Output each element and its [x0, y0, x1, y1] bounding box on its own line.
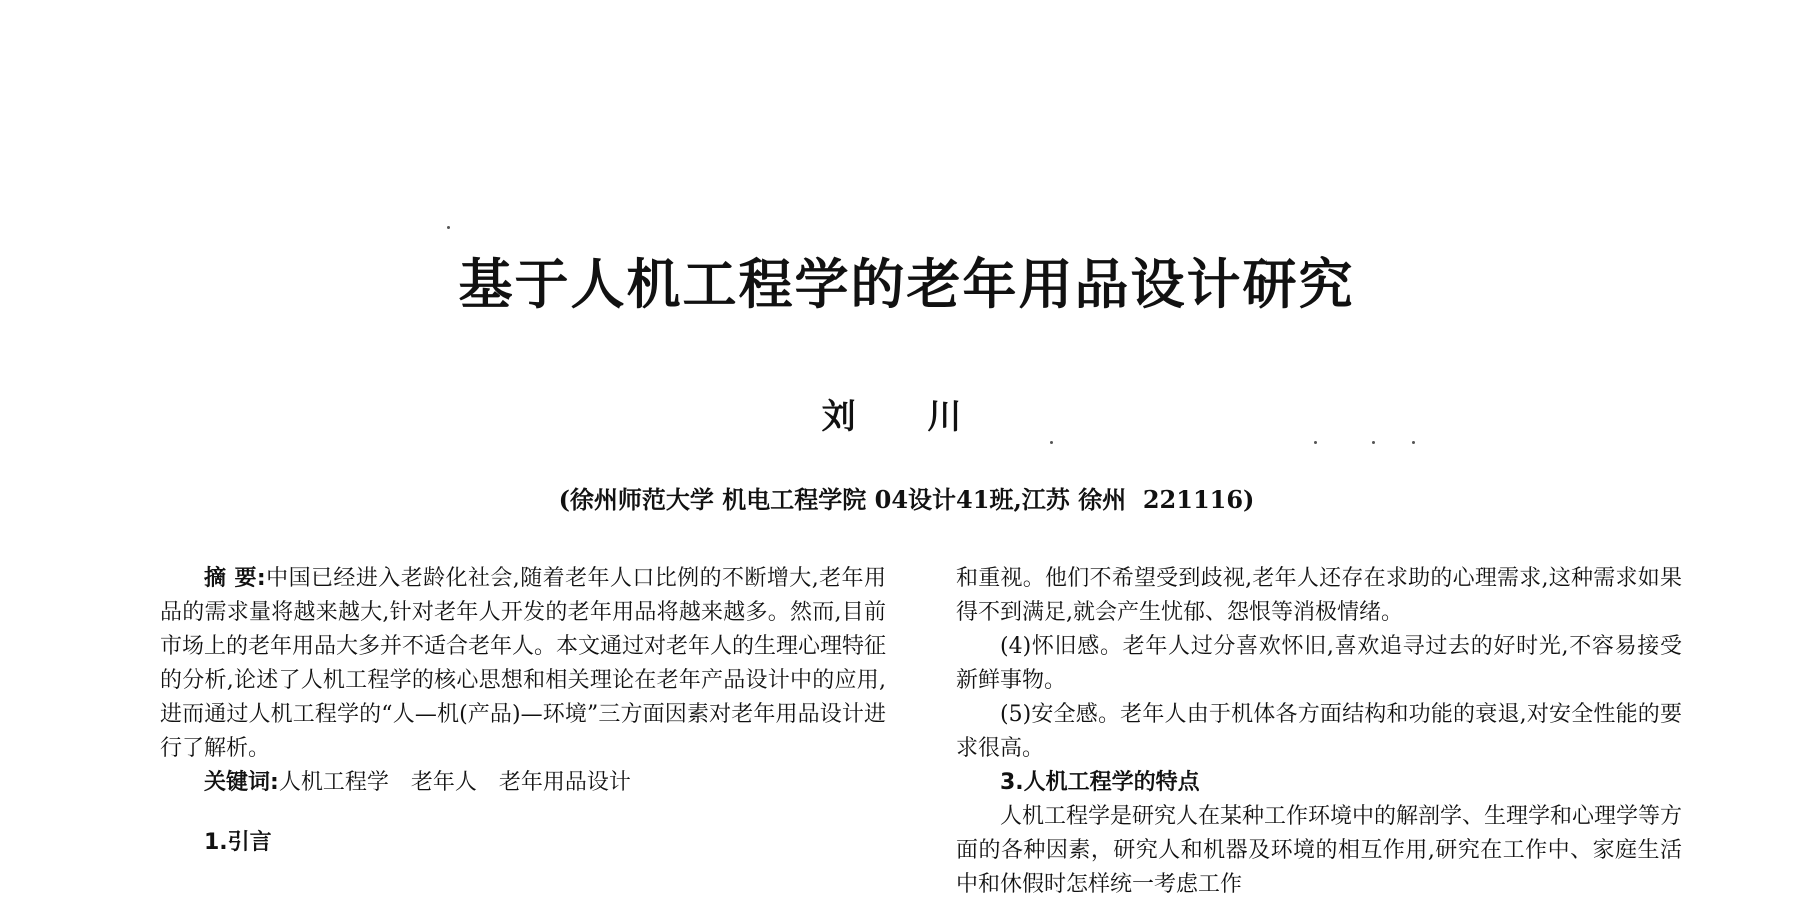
keywords-label: 关键词:: [204, 770, 279, 795]
section-heading-intro: 1.引言: [204, 830, 272, 855]
list-item-nostalgia: (4)怀旧感。老年人过分喜欢怀旧,喜欢追寻过去的好时光,不容易接受新鲜事物。: [956, 634, 1682, 693]
author-name: 刘 川: [821, 397, 992, 437]
abstract-label: 摘 要:: [204, 566, 266, 591]
keywords-paragraph: [160, 766, 886, 800]
scan-speck: [1412, 441, 1415, 444]
keywords-text: 人机工程学 老年人 老年用品设计: [278, 770, 631, 795]
paper-title: 基于人机工程学的老年用品设计研究: [458, 253, 1355, 316]
scan-speck: [1372, 441, 1375, 444]
list-item-safety: (5)安全感。老年人由于机体各方面结构和功能的衰退,对安全性能的要求很高。: [956, 702, 1682, 761]
body-paragraph: 和重视。他们不希望受到歧视,老年人还存在求助的心理需求,这种需求如果得不到满足,就会产生忧郁、怨恨等消极情绪。: [956, 566, 1682, 625]
scan-speck: [1050, 441, 1053, 444]
author-affiliation: (徐州师范大学 机电工程学院 04设计41班,江苏 徐州 221116): [558, 485, 1255, 514]
body-paragraph-ergonomics: 人机工程学是研究人在某种工作环境中的解剖学、生理学和心理学等方面的各种因素，研究人和机器及环境的相互作用,研究在工作中、家庭生活中和休假时怎样统一考虑工作: [956, 804, 1683, 897]
section-heading-ergonomics: 3.人机工程学的特点: [1000, 770, 1200, 795]
left-column: [160, 562, 886, 860]
right-column: [956, 562, 1682, 902]
abstract-paragraph: [160, 562, 886, 766]
scan-speck: [1314, 441, 1317, 444]
scan-speck: [447, 226, 450, 229]
abstract-text: 中国已经进入老龄化社会,随着老年人口比例的不断增大,老年用品的需求量将越来越大,针对老年人开发的老年用品将越来越多。然而,目前市场上的老年用品大多并不适合老年人。本文通过对老年人的生理心理特征的分析,论述了人机工程学的核心思想和相关理论在老年产品设计中的应用,进而通过人机工程学的“人—机(产品)—环境”三方面因素对老年用品设计进行了解析。: [160, 566, 887, 761]
